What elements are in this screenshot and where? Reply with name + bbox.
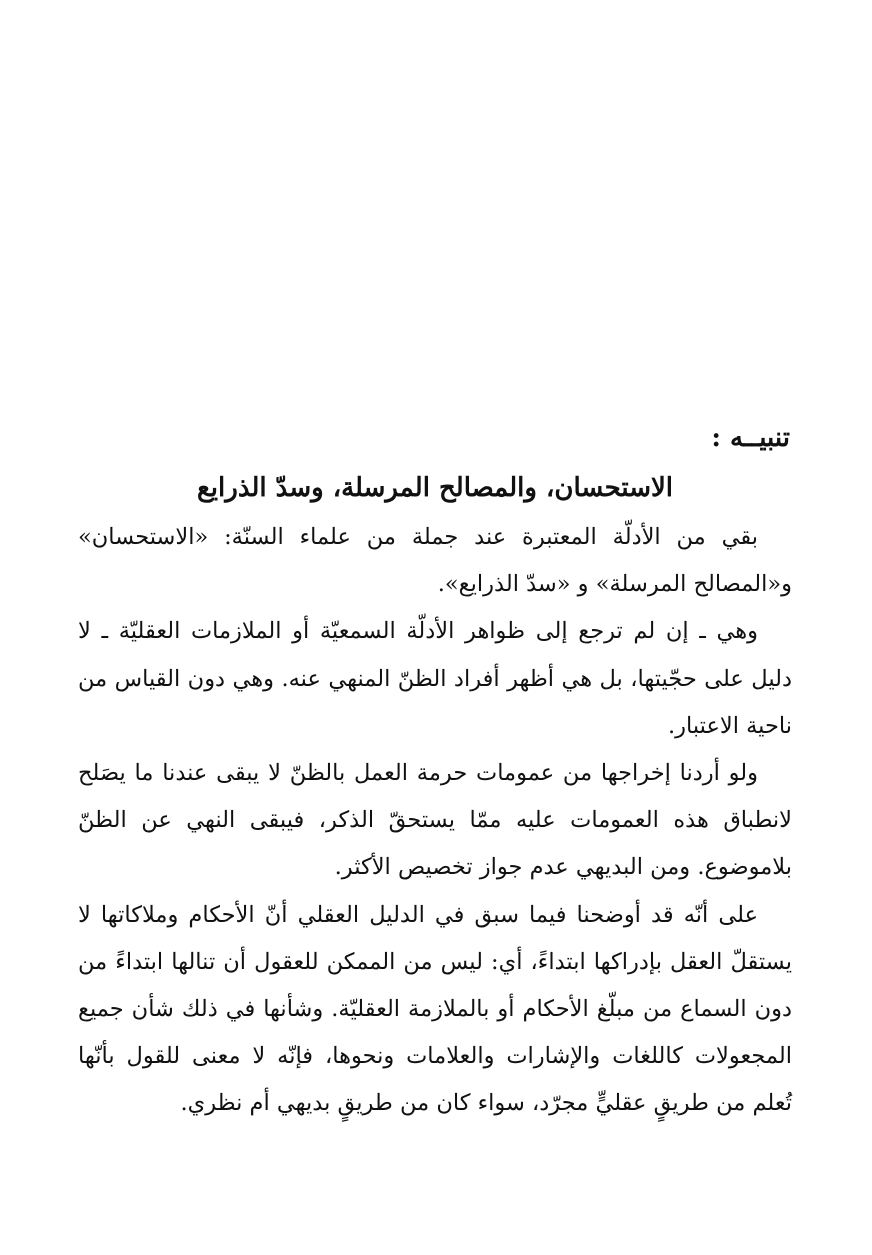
paragraph-1: بقي من الأدلّة المعتبرة عند جملة من علماء السنّة: «الاستحسان» و«المصالح المرسلة» و «سدّ الذرايع». xyxy=(78,524,792,598)
paragraph-3: ولو أردنا إخراجها من عمومات حرمة العمل بالظنّ لا يبقى عندنا ما يصَلح لانطباق هذه العمومات عليه ممّا يستحقّ الذكر، فيبقى النهي عن الظنّ بلاموضوع. ومن البديهي عدم جواز تخصيص الأكثر. xyxy=(78,760,792,881)
section-title: الاستحسان، والمصالح المرسلة، وسدّ الذرايع xyxy=(196,473,674,503)
page-content xyxy=(78,418,792,1128)
paragraph-2: وهي ـ إن لم ترجع إلى ظواهر الأدلّة السمعيّة أو الملازمات العقليّة ـ لا دليل على حجّيتها، بل هي أظهر أفراد الظنّ المنهي عنه. وهي دون القياس من ناحية الاعتبار. xyxy=(78,618,792,739)
paragraph-4: على أنّه قد أوضحنا فيما سبق في الدليل العقلي أنّ الأحكام وملاكاتها لا يستقلّ العقل بإدراكها ابتداءً، أي: ليس من الممكن للعقول أن تنالها ابتداءً من دون السماع من مبلّغ الأحكام أو بالملازمة العقليّة. وشأنها في ذلك شأن جميع المجعولات كاللغات والإشارات والعلامات ونحوها، فإنّه لا معنى للقول بأنّها تُعلم من طريقٍ عقليٍّ مجرّد، سواء كان من طريقٍ بديهي أم نظري. xyxy=(78,901,792,1117)
notice-label: تنبيــه : xyxy=(711,423,790,453)
